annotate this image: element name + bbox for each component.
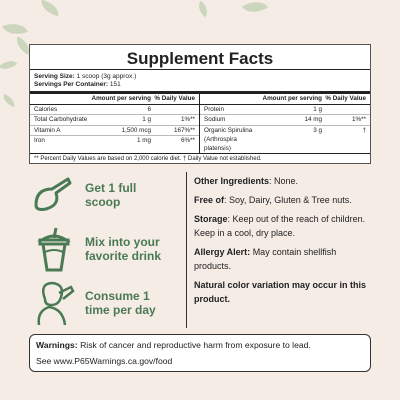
warning-box: Warnings: Risk of cancer and reproductive harm from exposure to lead. See www.P65Warnings.ca.gov/food (29, 334, 371, 372)
serving-size: 1 scoop (3g approx.) (76, 73, 137, 80)
supplement-facts-panel (29, 44, 371, 164)
table-row: Vitamin A 1,500 mcg 167%** (30, 126, 199, 137)
facts-footnote: ** Percent Daily Values are based on 2,000 calorie diet. † Daily Value not established. (30, 153, 370, 164)
leaf-decoration (242, 0, 268, 19)
column-divider (186, 172, 187, 328)
usage-steps (29, 168, 184, 330)
facts-header-row: Amount per serving % Daily Value (200, 94, 370, 105)
table-row: Organic Spirulina (Arthrospira platensis) 3 g † (204, 126, 366, 152)
table-row: Iron 1 mg 6%** (34, 137, 195, 144)
table-row: Total Carbohydrate 1 g 1%** (30, 115, 199, 126)
facts-left-column (30, 94, 200, 153)
leaf-decoration (39, 0, 61, 16)
leaf-decoration (194, 1, 211, 18)
storage: Storage: Keep out of the reach of children. Keep in a cool, dry place. (194, 214, 366, 238)
product-info (194, 174, 374, 311)
serving-info: Serving Size: 1 scoop (3g approx.) Servings Per Container: 151 (30, 69, 370, 91)
scoop-icon (29, 171, 79, 219)
leaf-decoration (2, 19, 27, 40)
leaf-decoration (1, 94, 17, 107)
facts-right-column (200, 94, 370, 153)
facts-header-row: Amount per serving % Daily Value (30, 94, 199, 105)
person-drinking-icon (29, 279, 79, 327)
leaf-decoration (0, 56, 17, 74)
servings-count: 151 (109, 81, 121, 88)
other-ingredients: Other Ingredients: None. (194, 176, 299, 186)
table-row: Sodium 14 mg 1%** (200, 115, 370, 126)
facts-title: Supplement Facts (126, 49, 274, 68)
color-note: Natural color variation may occur in this product. (194, 280, 367, 304)
step-item: Mix into your favorite drink (29, 222, 184, 276)
table-row: Protein 1 g (200, 105, 370, 116)
step-item: Get 1 full scoop (29, 168, 184, 222)
step-item: Consume 1 time per day (29, 276, 184, 330)
allergy-alert: Allergy Alert: May contain shellfish products. (194, 247, 337, 271)
table-row: Calories 6 (30, 105, 199, 116)
drink-cup-icon (29, 225, 79, 273)
warning-link-text: See www.P65Warnings.ca.gov/food (36, 356, 173, 366)
facts-columns (30, 91, 370, 153)
free-of: Free of: Soy, Dairy, Gluten & Tree nuts. (194, 195, 352, 205)
